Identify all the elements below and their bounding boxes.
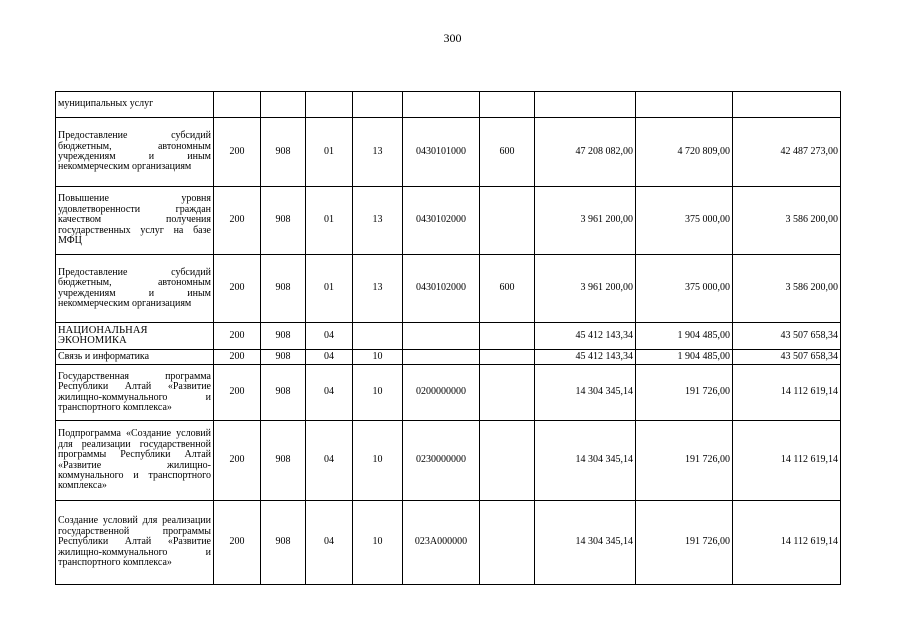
federal-amount: 191 726,00 [636,365,733,421]
type-code [480,501,535,585]
table-row [56,118,841,187]
section-code: 01 [306,187,353,255]
row-name: Предоставление субсидий бюджетным, автономным учреждениям и иным некоммерческим организациям [56,255,214,323]
federal-amount: 191 726,00 [636,421,733,501]
row-name: НАЦИОНАЛЬНАЯ ЭКОНОМИКА [56,323,214,350]
regional-amount: 43 507 658,34 [733,323,841,350]
section-code [306,92,353,118]
section-code: 04 [306,350,353,365]
ministry-code: 908 [261,323,306,350]
regional-amount: 14 112 619,14 [733,365,841,421]
target-code [403,323,480,350]
section-code: 04 [306,501,353,585]
admin-code: 200 [214,118,261,187]
target-code: 0200000000 [403,365,480,421]
ministry-code: 908 [261,501,306,585]
subsection-code: 13 [353,118,403,187]
total-amount: 14 304 345,14 [535,365,636,421]
ministry-code: 908 [261,421,306,501]
type-code [480,350,535,365]
ministry-code: 908 [261,118,306,187]
type-code [480,365,535,421]
table-row [56,501,841,585]
federal-amount: 1 904 485,00 [636,350,733,365]
federal-amount: 4 720 809,00 [636,118,733,187]
row-name: Подпрограмма «Создание условий для реализации государственной программы Республики Алтай «Развитие жилищно-коммунального и транспортного комплекса» [56,421,214,501]
federal-amount: 1 904 485,00 [636,323,733,350]
regional-amount: 43 507 658,34 [733,350,841,365]
subsection-code: 13 [353,255,403,323]
type-code: 600 [480,118,535,187]
regional-amount: 42 487 273,00 [733,118,841,187]
target-code [403,92,480,118]
subsection-code: 10 [353,421,403,501]
subsection-code: 10 [353,501,403,585]
ministry-code: 908 [261,350,306,365]
admin-code [214,92,261,118]
subsection-code: 10 [353,350,403,365]
row-name: Создание условий для реализации государственной программы Республики Алтай «Развитие жилищно-коммунального и транспортного комплекса» [56,501,214,585]
table-row [56,255,841,323]
target-code: 023А000000 [403,501,480,585]
subsection-code: 13 [353,187,403,255]
row-name: Связь и информатика [56,350,214,365]
section-code: 01 [306,255,353,323]
admin-code: 200 [214,350,261,365]
total-amount: 14 304 345,14 [535,501,636,585]
budget-table [55,91,841,585]
regional-amount: 14 112 619,14 [733,501,841,585]
total-amount [535,92,636,118]
table-row [56,350,841,365]
target-code [403,350,480,365]
total-amount: 45 412 143,34 [535,323,636,350]
total-amount: 3 961 200,00 [535,255,636,323]
regional-amount: 3 586 200,00 [733,187,841,255]
admin-code: 200 [214,187,261,255]
admin-code: 200 [214,421,261,501]
admin-code: 200 [214,501,261,585]
type-code [480,187,535,255]
section-code: 04 [306,365,353,421]
table-row [56,187,841,255]
table-row [56,323,841,350]
type-code: 600 [480,255,535,323]
admin-code: 200 [214,323,261,350]
federal-amount [636,92,733,118]
total-amount: 14 304 345,14 [535,421,636,501]
ministry-code [261,92,306,118]
section-code: 04 [306,421,353,501]
admin-code: 200 [214,365,261,421]
admin-code: 200 [214,255,261,323]
regional-amount: 3 586 200,00 [733,255,841,323]
subsection-code [353,92,403,118]
table-row [56,365,841,421]
regional-amount [733,92,841,118]
ministry-code: 908 [261,365,306,421]
row-name: муниципальных услуг [56,92,214,118]
section-code: 04 [306,323,353,350]
federal-amount: 375 000,00 [636,255,733,323]
section-code: 01 [306,118,353,187]
row-name: Государственная программа Республики Алтай «Развитие жилищно-коммунального и транспортного комплекса» [56,365,214,421]
total-amount: 47 208 082,00 [535,118,636,187]
target-code: 0430102000 [403,255,480,323]
federal-amount: 375 000,00 [636,187,733,255]
type-code [480,92,535,118]
target-code: 0230000000 [403,421,480,501]
federal-amount: 191 726,00 [636,501,733,585]
type-code [480,421,535,501]
page-number: 300 [443,31,462,45]
target-code: 0430102000 [403,187,480,255]
subsection-code: 10 [353,365,403,421]
table-row [56,92,841,118]
type-code [480,323,535,350]
ministry-code: 908 [261,255,306,323]
row-name: Предоставление субсидий бюджетным, автономным учреждениям и иным некоммерческим организациям [56,118,214,187]
total-amount: 3 961 200,00 [535,187,636,255]
total-amount: 45 412 143,34 [535,350,636,365]
row-name: Повышение уровня удовлетворенности граждан качеством получения государственных услуг на базе МФЦ [56,187,214,255]
ministry-code: 908 [261,187,306,255]
target-code: 0430101000 [403,118,480,187]
subsection-code [353,323,403,350]
regional-amount: 14 112 619,14 [733,421,841,501]
table-row [56,421,841,501]
